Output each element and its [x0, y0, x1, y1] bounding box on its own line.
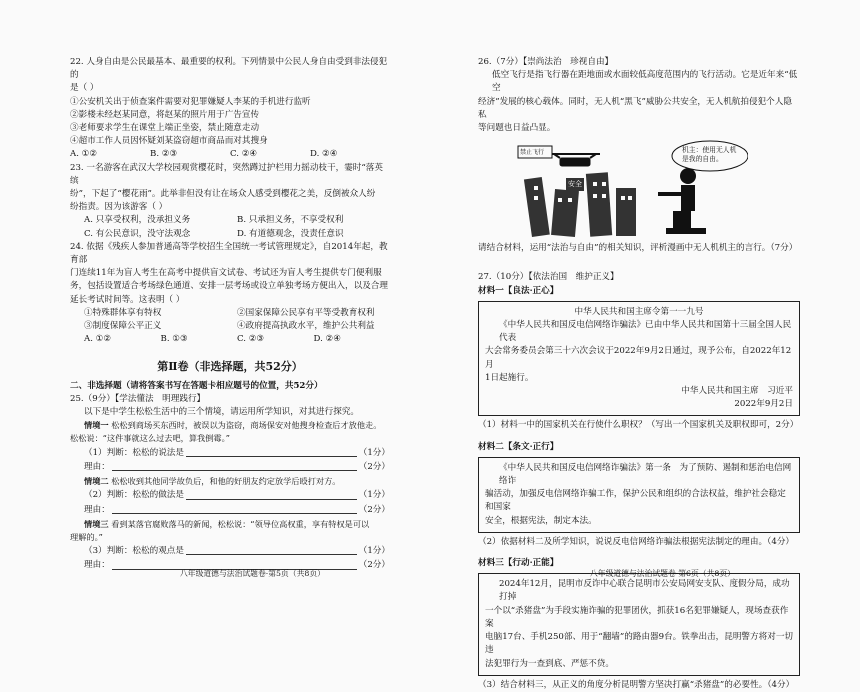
q24-item: ②国家保障公民享有平等受教育权利 [237, 307, 375, 318]
case-text-cont: 电脑17台、手机250部、用于“翻墙”的路由器9台。铁拳出击，昆明警方将对一切违 [485, 632, 794, 656]
option-d[interactable]: D. ②④ [310, 149, 338, 160]
q24-stem-cont: 延长考试时间等。这表明（ ） [70, 294, 185, 305]
decree-text-cont: 1日起施行。 [485, 372, 534, 383]
q24-item: ④政府提高执政水平，维护公共利益 [237, 321, 375, 332]
score-label: （1分） [358, 447, 390, 458]
q22-options [70, 148, 390, 161]
law-text-cont: 骗活动，加强反电信网络诈骗工作，保护公民和组织的合法权益，维护社会稳定和国家 [485, 489, 786, 513]
answer-line-reason-1[interactable] [70, 461, 390, 474]
q24-item: ③制度保障公平正义 [84, 321, 162, 332]
option-d[interactable]: D. 有道德观念，没责任意识 [237, 228, 344, 239]
judge-prompt: （1）判断：松松的说法是 [84, 447, 184, 458]
option-b[interactable]: B. ①③ [160, 334, 188, 345]
material-one-box [478, 301, 800, 417]
score-label: （2分） [358, 504, 390, 515]
option-b[interactable]: B. ②③ [150, 149, 178, 160]
q24-stem-cont: 务，包括设置适合考场绿色通道、安排一层考场或设立单独考场方便出入，以及合理 [70, 281, 388, 292]
left-page [70, 56, 390, 574]
no-fly-sign: 禁止飞行 [520, 149, 545, 157]
q23-stem-cont: 纷”，下起了“樱花雨”。此举非但没有让在场众人感受到樱花之美，反倒被众人纷 [70, 189, 376, 200]
option-c[interactable]: C. 有公民意识，没守法观念 [84, 228, 191, 239]
q24-items-row1 [70, 307, 390, 320]
q23-stem-cont: 纷指责。因为该游客（ ） [70, 202, 168, 213]
q25-heading: 25.（9分）【学法懂法 明理践行】 [70, 393, 206, 404]
q25 [70, 393, 390, 573]
answer-blank[interactable] [186, 499, 357, 500]
answer-line-judge-2[interactable] [70, 489, 390, 502]
part2-title: 第Ⅱ卷（非选择题，共52分） [157, 360, 303, 374]
judge-prompt: （3）判断：松松的观点是 [84, 546, 184, 557]
case-text-cont: 法犯罪行为一查到底、严惩不贷。 [485, 658, 614, 669]
score-label: （1分） [358, 546, 390, 557]
q22-stem-cont: 是（ ） [70, 83, 99, 94]
option-a[interactable]: A. ①② [70, 149, 98, 160]
q27-subquestion-3: （3）结合材料三，从正义的角度分析昆明警方坚决打赢“杀猪盘”的必要性。（4分） [478, 679, 795, 690]
material-three-label: 材料三【行动·正能】 [478, 558, 559, 569]
score-label: （2分） [358, 560, 390, 571]
q26-text: 低空飞行是指飞行器在距地面或水面较低高度范围内的飞行活动。它是近年来“低空 [492, 70, 798, 94]
decree-title: 中华人民共和国主席令第一一九号 [574, 306, 704, 317]
speech-bubble: 机主：使用无人机是我的自由。 [682, 146, 737, 164]
q24-options [70, 333, 390, 346]
judge-prompt: （2）判断：松松的做法是 [84, 490, 184, 501]
scene-text: 看到某落官腐败落马的新闻，松松说：“领导位高权重，享有特权是可以 [111, 518, 370, 529]
scene-label: 情境二 [84, 476, 109, 487]
reason-prompt: 理由： [84, 560, 110, 571]
q26 [478, 56, 800, 271]
scene-text-cont: 理解的。” [70, 531, 103, 542]
q23-options-row1 [70, 214, 390, 227]
drone-cartoon [498, 138, 748, 238]
answer-line-judge-1[interactable] [70, 447, 390, 460]
q26-question: 请结合材料，运用“法治与自由”的相关知识，评析漫画中无人机机主的言行。（7分） [478, 243, 798, 254]
reason-prompt: 理由： [84, 504, 110, 515]
answer-line-judge-3[interactable] [70, 545, 390, 558]
option-a[interactable]: A. 只享受权利，没承担义务 [84, 215, 191, 226]
scene-label: 情境三 [84, 518, 109, 529]
case-text-cont: 一个以“杀猪盘”为手段实施诈骗的犯罪团伙，抓获16名犯罪嫌疑人，现场查获作案 [485, 605, 789, 629]
answer-line-reason-2[interactable] [70, 504, 390, 517]
page-footer-left: 八年级道德与法治试题卷·第5页（共8页） [180, 569, 325, 578]
section-heading: 二、非选择题（请将答案书写在答题卡相应题号的位置，共52分） [70, 380, 323, 391]
right-page [478, 56, 800, 692]
score-label: （2分） [358, 461, 390, 472]
answer-blank[interactable] [186, 456, 357, 457]
scene-label: 情境一 [84, 420, 109, 431]
reason-prompt: 理由： [84, 461, 110, 472]
q26-text-cont: 经济”发展的核心载体。同时，无人机“黑飞”威胁公共安全，无人机航拍侵犯个人隐私 [478, 96, 792, 120]
answer-blank[interactable] [186, 554, 357, 555]
scene-text: 松松到商场买东西时，被误以为盗窃，商场保安对他搜身检查后才放他走。 [111, 420, 382, 431]
score-label: （1分） [358, 490, 390, 501]
q23-stem: 23. 一名游客在武汉大学校园观赏樱花时，突然蹲过护栏用力摇动枝干，霎时“落英缤 [70, 162, 383, 186]
q24-stem-cont: 门连续11年为盲人考生在高考中提供盲文试卷、考试还为盲人考生提供专门便利服 [70, 268, 382, 279]
q22-stem: 22. 人身自由是公民最基本、最重要的权利。下列情景中公民人身自由受到非法侵犯的 [70, 57, 388, 81]
q27 [478, 271, 800, 691]
decree-text-cont: 大会常务委员会第三十六次会议于2022年9月2日通过，现予公布，自2022年12月 [485, 346, 792, 370]
decree-signature: 中华人民共和国主席 习近平 [681, 386, 793, 397]
material-one-label: 材料一【良法·正心】 [478, 285, 559, 296]
scene-text-cont: 松松说：“这件事就这么过去吧，算我倒霉。” [70, 433, 230, 444]
q22-item: ①公安机关出于侦查案件需要对犯罪嫌疑人李某的手机进行监听 [70, 96, 311, 107]
material-two-label: 材料二【条文·正行】 [478, 441, 559, 452]
law-text-cont: 安全，根据宪法，制定本法。 [485, 515, 597, 526]
scene-one [70, 419, 390, 432]
decree-text: 《中华人民共和国反电信网络诈骗法》已由中华人民共和国第十三届全国人民代表 [499, 320, 792, 344]
q24 [70, 241, 390, 347]
material-two-box [478, 457, 800, 533]
q22 [70, 56, 390, 162]
safety-sign: 安全 [566, 178, 584, 191]
law-text: 《中华人民共和国反电信网络诈骗法》第一条 为了预防、遏制和惩治电信网络诈 [499, 462, 792, 487]
q24-item: ①特殊群体享有特权 [84, 307, 162, 318]
q22-item: ②影楼未经赵某同意，将赵某的照片用于广告宣传 [70, 109, 260, 120]
q22-item: ③老师要求学生在课堂上端正坐姿，禁止随意走动 [70, 123, 260, 134]
scene-two [70, 475, 390, 488]
q27-subquestion-1: （1）材料一中的国家机关在行使什么职权？（写出一个国家机关及职权即可，2分） [478, 420, 799, 431]
q27-heading: 27.（10分）【依法治国 维护正义】 [478, 272, 619, 283]
q26-heading: 26.（7分）【崇尚法治 珍视自由】 [478, 57, 614, 67]
page-footer-right: 八年级道德与法治试题卷·第6页（共8页） [590, 569, 735, 578]
scene-three [70, 518, 390, 531]
scene-text: 松松收到其他同学故负后，和他的好朋友约定放学后殴打对方。 [111, 476, 341, 487]
q22-item: ④超市工作人员因怀疑刘某盗窃超市商品而对其搜身 [70, 136, 268, 147]
option-c[interactable]: C. ②③ [237, 334, 265, 345]
person-icon [658, 168, 706, 234]
decree-date: 2022年9月2日 [734, 399, 793, 410]
q27-subquestion-2: （2）依据材料二及所学知识，说说反电信网络诈骗法根据宪法制定的理由。（4分） [478, 536, 795, 547]
q24-items-row2 [70, 320, 390, 333]
option-a[interactable]: A. ①② [84, 334, 112, 345]
option-c[interactable]: C. ②④ [230, 149, 258, 160]
q26-text-cont: 等问题也日益凸显。 [478, 123, 556, 134]
case-text: 2024年12月，昆明市反诈中心联合昆明市公安局网安支队、度假分局，成功打掉 [499, 579, 790, 603]
option-d[interactable]: D. ②④ [313, 334, 341, 345]
q23 [70, 162, 390, 241]
answer-blank[interactable] [112, 470, 357, 471]
drone-icon [550, 154, 600, 166]
q23-options-row2 [70, 228, 390, 241]
q24-stem: 24. 依据《残疾人参加普通高等学校招生全国统一考试管理规定》，自2014年起，教育部 [70, 241, 388, 266]
option-b[interactable]: B. 只承担义务，不享受权利 [237, 215, 344, 226]
material-three-box [478, 573, 800, 675]
answer-blank[interactable] [112, 513, 357, 514]
q25-intro: 以下是中学生松松生活中的三个情境，请运用所学知识，对其进行探究。 [84, 407, 360, 418]
